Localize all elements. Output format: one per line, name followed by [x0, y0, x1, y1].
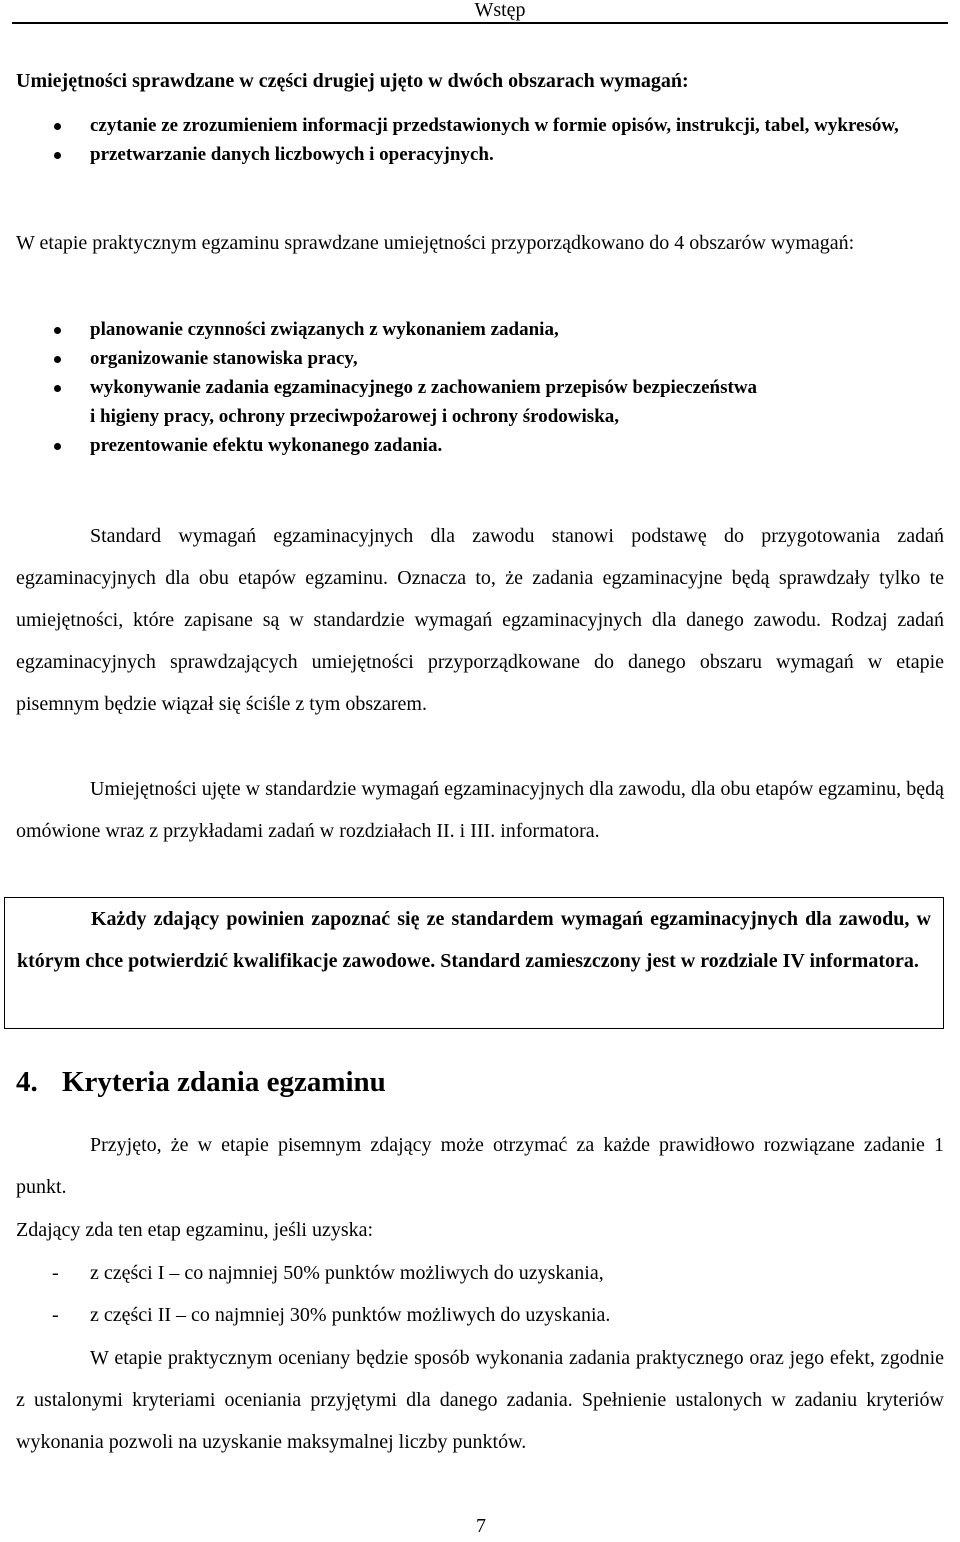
bullet-icon	[54, 443, 61, 450]
criteria-paragraph-2: Zdający zda ten etap egzaminu, jeśli uzyska:	[16, 1219, 374, 1241]
list-item-text: przetwarzanie danych liczbowych i operacyjnych.	[90, 144, 494, 165]
list-item	[0, 1252, 610, 1294]
dash-marker: -	[52, 1262, 59, 1284]
list-item-continuation	[0, 402, 944, 431]
list-item-text: z części II – co najmniej 30% punktów możliwych do uzyskania.	[90, 1304, 611, 1326]
header-title: Wstęp	[474, 0, 526, 21]
header-rule	[12, 22, 948, 24]
list-item	[0, 140, 944, 169]
notice-text: Każdy zdający powinien zapoznać się ze standardem wymagań egzaminacyjnych dla zawodu, w którym chce potwierdzić kwalifikacje zawodowe. Standard zamieszczony jest w rozdziale IV informatora.	[17, 908, 931, 972]
list-item-text: i higieny pracy, ochrony przeciwpożarowej i ochrony środowiska,	[90, 406, 620, 427]
list-item-text: prezentowanie efektu wykonanego zadania.	[90, 435, 443, 456]
practical-bullet-list	[0, 315, 944, 460]
list-item	[0, 1294, 610, 1336]
page-number: 7	[476, 1515, 486, 1537]
dash-marker: -	[52, 1304, 59, 1326]
list-item-text: z części I – co najmniej 50% punktów możliwych do uzyskania,	[90, 1262, 604, 1284]
section-number: 4.	[16, 1066, 38, 1098]
bullet-icon	[54, 123, 61, 130]
criteria-paragraph-1: Przyjęto, że w etapie pisemnym zdający może otrzymać za każde prawidłowo rozwiązane zadanie 1 punkt.	[16, 1134, 944, 1198]
list-item	[0, 344, 944, 373]
list-item	[0, 373, 944, 402]
conditions-list	[0, 1252, 610, 1336]
notice-box	[4, 897, 944, 1029]
bullet-icon	[54, 152, 61, 159]
list-item-text: wykonywanie zadania egzaminacyjnego z zachowaniem przepisów bezpieczeństwa	[90, 377, 758, 398]
bullet-icon	[54, 327, 61, 334]
criteria-paragraph-3: W etapie praktycznym oceniany będzie sposób wykonania zadania praktycznego oraz jego efekt, zgodnie z ustalonymi kryteriami oceniania przyjętymi dla danego zadania. Spełnienie ustalonych w zadaniu kryteriów wykonania pozwoli na uzyskanie maksymalnej liczby punktów.	[16, 1347, 944, 1453]
bullet-icon	[54, 385, 61, 392]
practical-paragraph: W etapie praktycznym egzaminu sprawdzane umiejętności przyporządkowano do 4 obszarów wymagań:	[16, 232, 855, 254]
standard-paragraph-2: Umiejętności ujęte w standardzie wymagań egzaminacyjnych dla zawodu, dla obu etapów egzaminu, będą omówione wraz z przykładami zadań w rozdziałach II. i III. informatora.	[16, 778, 944, 842]
section-title: Kryteria zdania egzaminu	[62, 1066, 386, 1098]
intro-bullet-list	[0, 111, 944, 169]
list-item	[0, 315, 944, 344]
bullet-icon	[54, 356, 61, 363]
list-item	[0, 431, 944, 460]
intro-heading: Umiejętności sprawdzane w części drugiej ujęto w dwóch obszarach wymagań:	[16, 70, 689, 92]
list-item	[0, 111, 944, 140]
list-item-text: planowanie czynności związanych z wykonaniem zadania,	[90, 319, 559, 340]
standard-paragraph-1: Standard wymagań egzaminacyjnych dla zawodu stanowi podstawę do przygotowania zadań egzaminacyjnych dla obu etapów egzaminu. Oznacza to, że zadania egzaminacyjne będą sprawdzały tylko te umiejętności, które zapisane są w standardzie wymagań egzaminacyjnych dla danego zawodu. Rodzaj zadań egzaminacyjnych sprawdzających umiejętności przyporządkowane do danego obszaru wymagań w etapie pisemnym będzie wiązał się ściśle z tym obszarem.	[16, 525, 944, 715]
list-item-text: organizowanie stanowiska pracy,	[90, 348, 358, 369]
list-item-text: czytanie ze zrozumieniem informacji przedstawionych w formie opisów, instrukcji, tabel, wykresów,	[90, 115, 899, 136]
section-heading	[16, 1060, 386, 1104]
